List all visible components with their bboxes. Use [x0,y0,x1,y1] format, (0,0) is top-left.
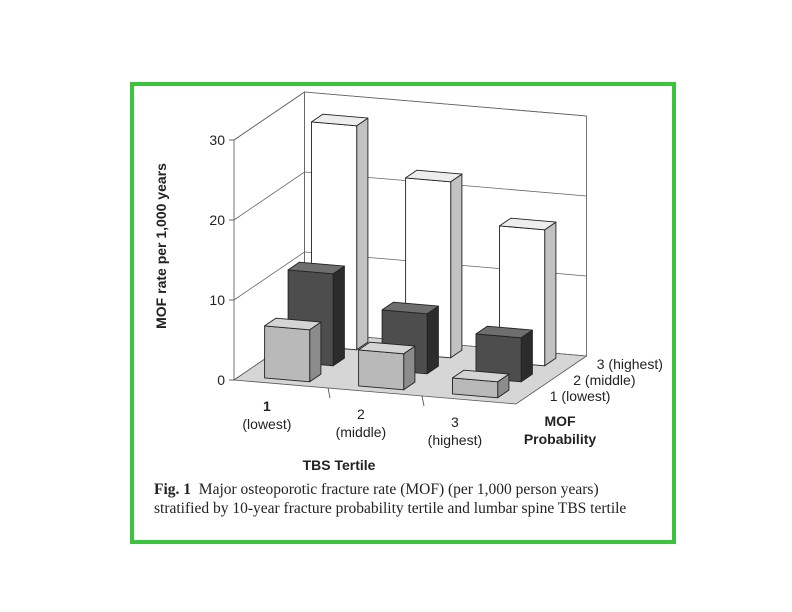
x-axis-title: TBS Tertile [302,457,376,473]
bar [359,342,415,390]
bar [453,370,509,398]
bar-chart-3d [134,86,672,478]
bar-side-face [427,306,438,374]
y-tick-label: 0 [217,372,225,388]
bar-side-face [333,266,344,366]
figure-frame [130,82,676,544]
bar-side-face [310,322,321,382]
x-tick-mark [422,396,424,406]
bar-side-face [451,174,462,358]
bar-front-face [265,326,310,382]
bar [265,318,321,382]
caption-label: Fig. 1 [154,481,192,498]
figure-caption [154,480,654,518]
x-category-desc: (middle) [335,423,387,440]
y-tick-label: 30 [209,132,225,148]
y-axis-title: MOF rate per 1,000 years [153,163,169,329]
x-category-desc: (lowest) [242,415,292,432]
series-label: 3 (highest) [596,356,663,372]
x-category-number: 1 [263,397,271,414]
series-label: 2 (middle) [573,372,636,388]
bar-side-face [357,118,368,350]
caption-text: Major osteoporotic fracture rate (MOF) (per 1,000 person years) stratified by 10-year fracture probability tertile and lumbar spine TBS tertile [154,481,627,517]
x-category-number: 3 [451,413,459,430]
bar-side-face [521,330,532,382]
x-tick-mark [328,388,330,398]
series-label: 1 (lowest) [549,388,611,404]
bar-side-face [545,222,556,366]
x-category-desc: (highest) [427,431,483,448]
depth-axis-title: MOF [544,413,576,429]
x-category-number: 2 [357,405,365,422]
y-tick-label: 10 [209,292,225,308]
depth-axis-title: Probability [523,431,597,447]
bar-front-face [359,350,404,390]
y-tick-label: 20 [209,212,225,228]
